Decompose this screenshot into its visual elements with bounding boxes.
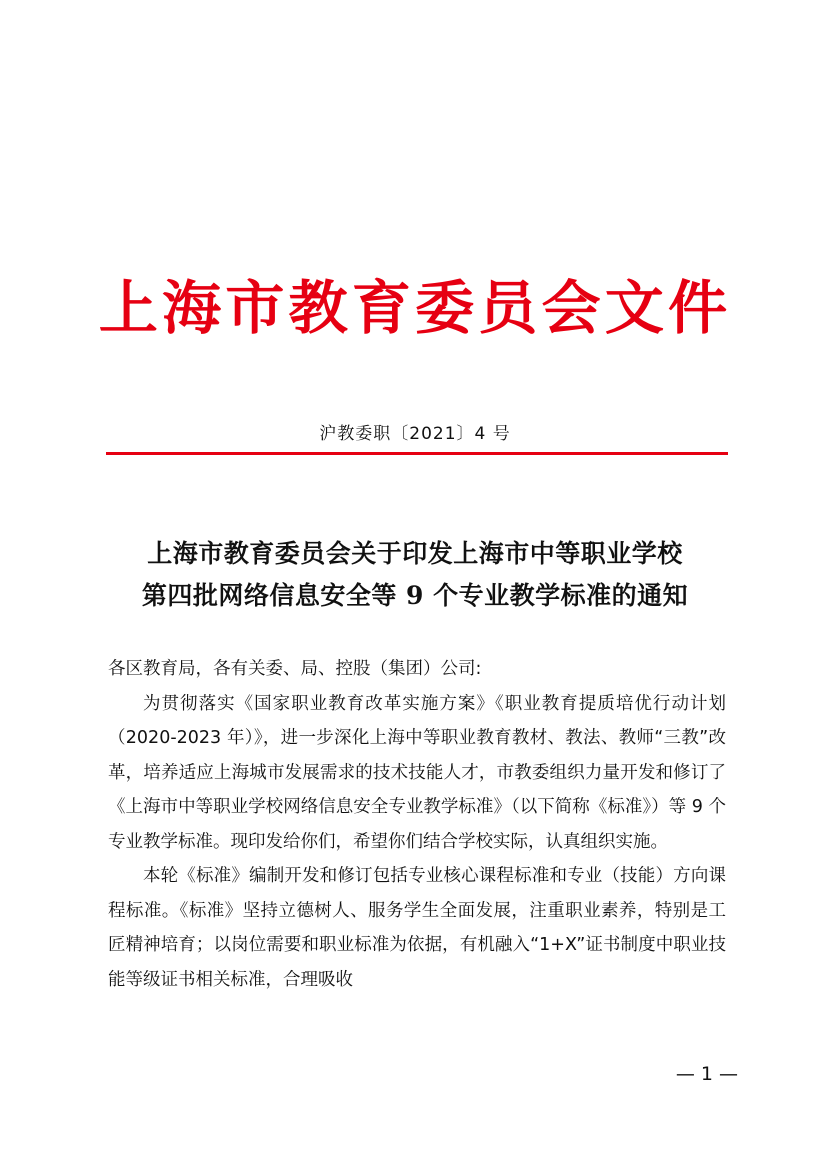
notice-title-line: 上海市教育委员会关于印发上海市中等职业学校 [147, 539, 683, 568]
notice-title-line: 第四批网络信息安全等 9 个专业教学标准的通知 [141, 581, 689, 610]
salutation: 各区教育局，各有关委、局、控股（集团）公司: [108, 659, 482, 679]
notice-title [0, 533, 830, 617]
document-number: 沪教委职〔2021〕4 号 [319, 424, 511, 444]
document-header-title: 上海市教育委员会文件 [98, 274, 732, 342]
body-paragraph: 为贯彻落实《国家职业教育改革实施方案》《职业教育提质培优行动计划（2020-2023 年）》，进一步深化上海中等职业教育教材、教法、教师“三教”改革，培养适应上海城市发展需求的技术技能人才，市教委组织力量开发和修订了《上海市中等职业学校网络信息安全专业教学标准》（以下简称《标准》）等 9 个专业教学标准。现印发给你们，希望你们结合学校实际，认真组织实施。 [108, 693, 726, 852]
body-paragraph: 本轮《标准》编制开发和修订包括专业核心课程标准和专业（技能）方向课程标准。《标准》坚持立德树人、服务学生全面发展，注重职业素养，特别是工匠精神培育；以岗位需要和职业标准为依据，有机融入“1+X”证书制度中职业技能等级证书相关标准，合理吸收 [108, 866, 726, 990]
page-number: — 1 — [675, 1063, 738, 1085]
document-body [108, 652, 726, 997]
red-divider-line [106, 452, 728, 455]
